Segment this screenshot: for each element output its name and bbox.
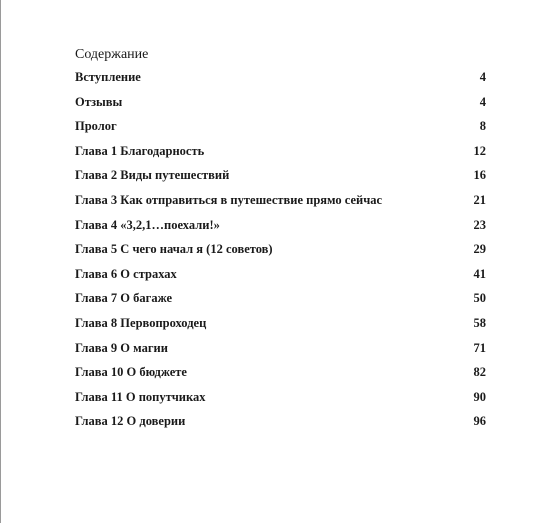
- toc-entry-chapter-12: [75, 413, 486, 438]
- toc-entry-page: 29: [473, 242, 486, 257]
- toc-entry-page: 96: [473, 414, 486, 429]
- toc-entry-page: 21: [473, 192, 486, 207]
- toc-entry-chapter-3: [75, 192, 486, 217]
- toc-entry-chapter-4: [75, 217, 486, 242]
- toc-entry-chapter-11: [75, 389, 486, 414]
- toc-entry-label: Глава 12 О доверии: [75, 414, 186, 429]
- toc-entry-label: Глава 8 Первопроходец: [75, 315, 207, 330]
- toc-entry-label: Глава 10 О бюджете: [75, 365, 187, 380]
- toc-entry-page: 41: [473, 266, 486, 281]
- toc-entry-page: 90: [473, 389, 486, 404]
- toc-entry-page: 12: [473, 143, 486, 158]
- table-of-contents: [75, 46, 486, 438]
- toc-entry-label: Глава 9 О магии: [75, 340, 168, 355]
- toc-entry-page: 82: [473, 365, 486, 380]
- toc-entry-chapter-6: [75, 266, 486, 291]
- toc-entry-label: Глава 2 Виды путешествий: [75, 168, 230, 183]
- toc-entry-page: 71: [473, 340, 486, 355]
- toc-entry-chapter-9: [75, 340, 486, 365]
- toc-entry-label: Отзывы: [75, 94, 123, 109]
- toc-entry-introduction: [75, 69, 486, 94]
- toc-entry-chapter-7: [75, 290, 486, 315]
- toc-entry-label: Глава 7 О багаже: [75, 291, 173, 306]
- toc-entry-page: 58: [473, 315, 486, 330]
- toc-entry-label: Вступление: [75, 70, 141, 84]
- toc-entry-chapter-5: [75, 241, 486, 266]
- toc-entry-label: Глава 3 Как отправиться в путешествие прямо сейчас: [75, 192, 383, 207]
- toc-entry-page: 4: [479, 94, 486, 109]
- page-left-edge: [0, 0, 1, 523]
- toc-entry-prologue: [75, 118, 486, 143]
- toc-entry-label: Пролог: [75, 119, 117, 134]
- toc-list: [75, 69, 486, 438]
- toc-entry-page: 8: [479, 119, 486, 134]
- toc-entry-page: 23: [473, 217, 486, 232]
- toc-entry-chapter-2: [75, 167, 486, 192]
- toc-entry-page: 50: [473, 291, 486, 306]
- toc-entry-label: Глава 5 С чего начал я (12 советов): [75, 242, 273, 257]
- toc-title: Содержание: [75, 47, 149, 62]
- toc-entry-label: Глава 6 О страхах: [75, 266, 177, 281]
- toc-entry-page: 16: [473, 168, 486, 183]
- toc-entry-chapter-8: [75, 315, 486, 340]
- toc-entry-chapter-10: [75, 364, 486, 389]
- toc-entry-label: Глава 1 Благодарность: [75, 143, 205, 158]
- toc-entry-label: Глава 4 «3,2,1…поехали!»: [75, 217, 220, 232]
- toc-entry-reviews: [75, 94, 486, 119]
- toc-entry-page: 4: [479, 70, 486, 84]
- toc-entry-chapter-1: [75, 143, 486, 168]
- toc-entry-label: Глава 11 О попутчиках: [75, 389, 206, 404]
